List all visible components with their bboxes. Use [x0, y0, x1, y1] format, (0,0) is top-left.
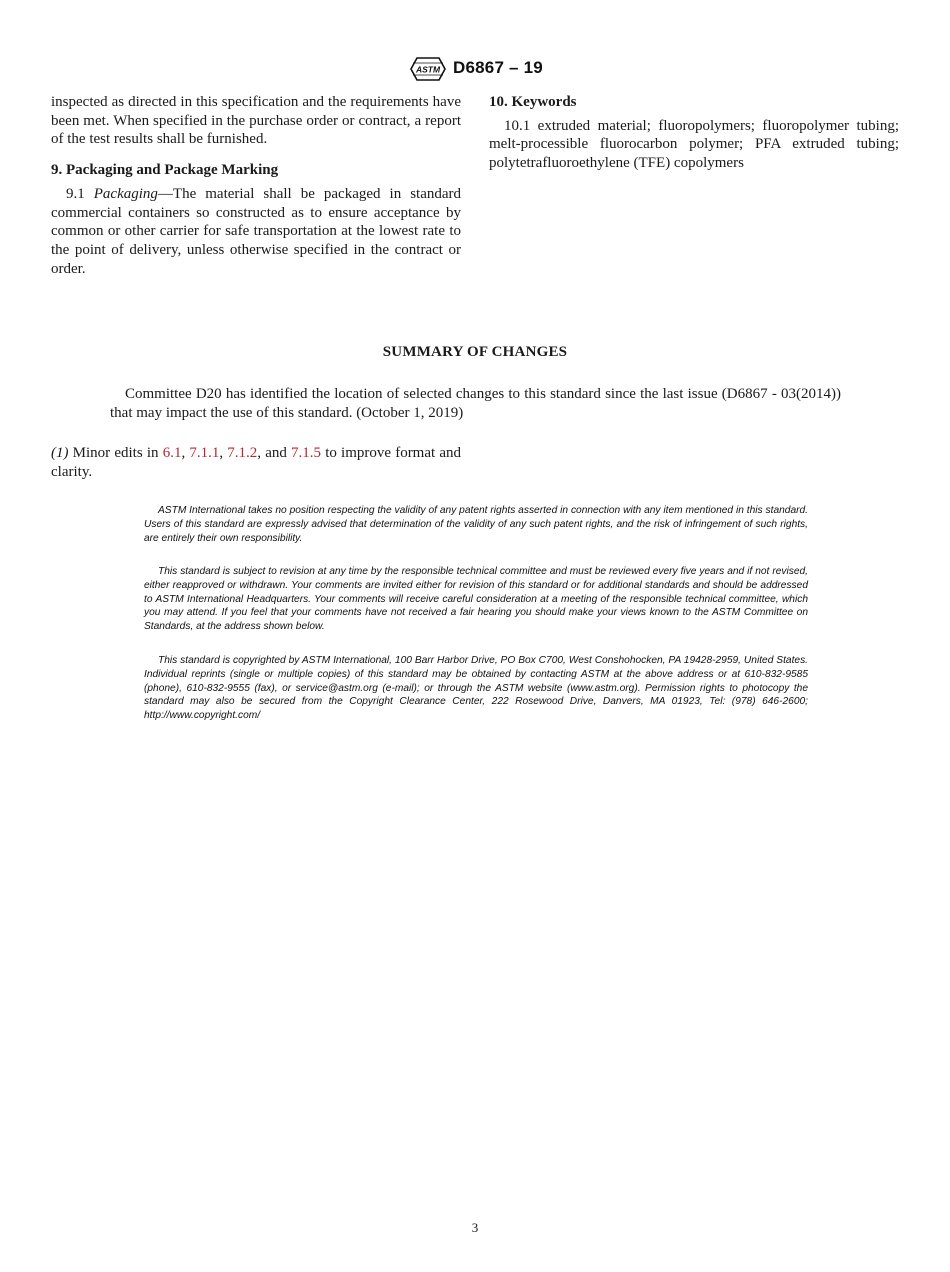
section-link-6-1[interactable]: 6.1 [162, 445, 182, 461]
summary-intro: Committee D20 has identified the location of selected changes to this standard since the last issue (D6867 - 03(2014)) that may impact the use of this standard. (October 1, 2019) [110, 386, 841, 421]
paragraph-10-1: 10.1 extruded material; fluoropolymers; fluoropolymer tubing; melt-processible fluorocarbon polymer; PFA extruded tubing; polytetrafluoroethylene (TFE) copolymers [489, 117, 899, 172]
summary-of-changes-title: SUMMARY OF CHANGES [382, 344, 568, 360]
change-item-prefix: Minor edits in [68, 445, 163, 461]
section-link-7-1-5[interactable]: 7.1.5 [291, 445, 322, 461]
left-column [51, 93, 461, 278]
paragraph-9-1-text: —The material shall be packaged in standard commercial containers so constructed as to ensure acceptance by common or other carrier for safe transportation at the lowest rate to the point of delivery, unless otherwise specified in the contract or order. [51, 185, 462, 277]
revision-notice: This standard is subject to revision at any time by the responsible technical committee and must be reviewed every five years and if not revised, either reapproved or withdrawn. Your comments are invited either for revision of this standard or for additional standards and should be addressed to ASTM International Headquarters. Your comments will receive careful consideration at a meeting of the responsible technical committee, which you may attend. If you feel that your comments have not received a fair hearing you should make your views known to the ASTM Committee on Standards, at the address shown below. [144, 566, 808, 633]
logo-text: ASTM [415, 64, 441, 75]
separator: , [219, 445, 228, 461]
page-header [0, 54, 950, 84]
separator: , [181, 445, 190, 461]
section-link-7-1-1[interactable]: 7.1.1 [189, 445, 220, 461]
copyright-notice: This standard is copyrighted by ASTM International, 100 Barr Harbor Drive, PO Box C700, West Conshohocken, PA 19428-2959, United States. Individual reprints (single or multiple copies) of this standard may be obtained by contacting ASTM at the above address or at 610-832-9585 (phone), 610-832-9555 (fax), or service@astm.org (e-mail); or through the ASTM website (www.astm.org). Permission rights to photocopy the standard may also be secured from the Copyright Clearance Center, 222 Rosewood Drive, Danvers, MA 01923, Tel: (978) 646-2600; http://www.copyright.com/ [144, 655, 808, 722]
patent-notice: ASTM International takes no position respecting the validity of any patent rights asserted in connection with any item mentioned in this standard. Users of this standard are expressly advised that determination of the validity of any such patent rights, and the risk of infringement of such rights, are entirely their own responsibility. [144, 505, 808, 544]
section-9-heading: 9. Packaging and Package Marking [51, 162, 279, 179]
continuation-paragraph: inspected as directed in this specification and the requirements have been met. When specified in the purchase order or contract, a report of the test results shall be furnished. [51, 94, 461, 148]
separator: , and [257, 445, 292, 461]
standard-designation: D6867 – 19 [453, 58, 543, 77]
change-item [51, 444, 461, 482]
section-10-heading: 10. Keywords [489, 94, 577, 110]
paragraph-9-1-title: Packaging [93, 185, 158, 202]
paragraph-9-1 [51, 185, 461, 279]
astm-logo-icon [409, 54, 447, 84]
change-item-suffix: to improve format and clarity. [51, 445, 462, 480]
page-number: 3 [471, 1220, 479, 1235]
section-link-7-1-2[interactable]: 7.1.2 [227, 445, 258, 461]
paragraph-9-1-number: 9.1 [66, 185, 94, 202]
change-item-number: (1) [51, 445, 69, 461]
right-column [489, 93, 899, 173]
